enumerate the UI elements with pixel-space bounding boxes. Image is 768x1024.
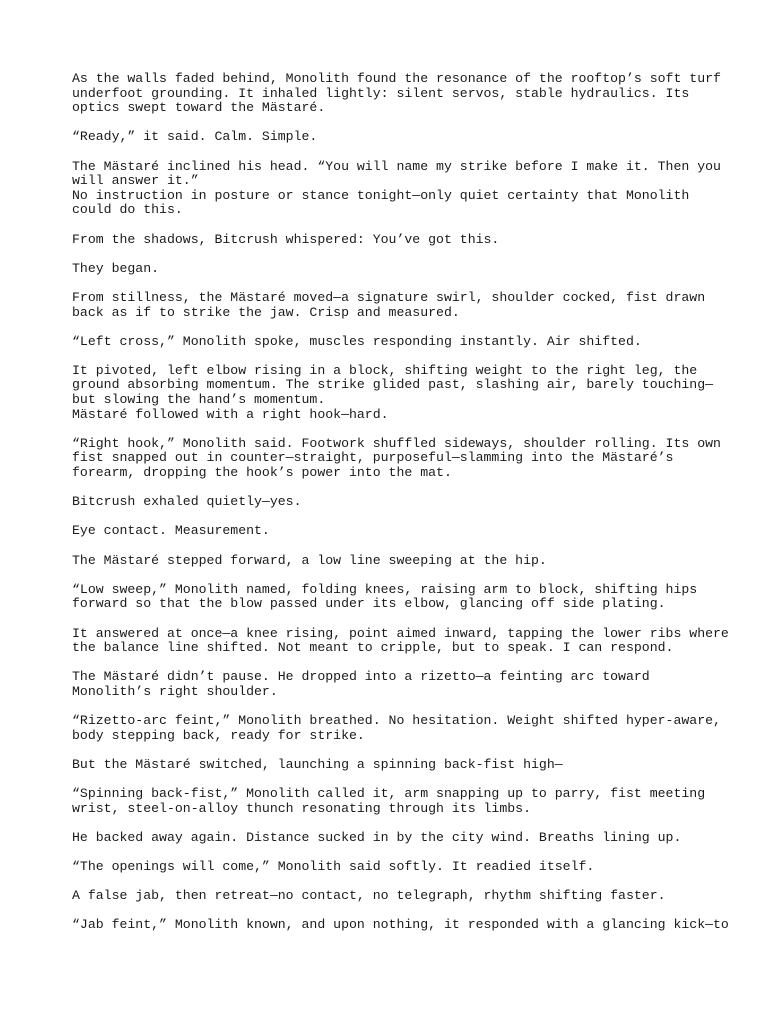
- paragraph: [72, 583, 702, 612]
- text-line: fist snapped out in counter—straight, purposeful—slamming into the Mästaré’s: [72, 450, 674, 466]
- text-line: but slowing the hand’s momentum.: [72, 392, 326, 408]
- text-line: underfoot grounding. It inhaled lightly: silent servos, stable hydraulics. Its: [72, 85, 690, 101]
- text-line: “Right hook,” Monolith said. Footwork shuffled sideways, shoulder rolling. Its own: [72, 435, 721, 451]
- paragraph: [72, 917, 729, 933]
- paragraph: [72, 625, 729, 656]
- text-line: body stepping back, ready for strike.: [72, 727, 365, 743]
- paragraph: [72, 889, 702, 904]
- text-line: They began.: [72, 260, 160, 276]
- paragraph: [72, 158, 721, 218]
- text-line: back as if to strike the jaw. Crisp and measured.: [72, 304, 460, 320]
- text-line: Mästaré followed with a right hook—hard.: [72, 406, 389, 422]
- text-line: Eye contact. Measurement.: [72, 523, 270, 539]
- paragraph: [72, 233, 702, 248]
- paragraph: [72, 435, 721, 481]
- document-page: [72, 71, 729, 948]
- text-line: As the walls faded behind, Monolith found the resonance of the rooftop’s soft turf: [72, 71, 721, 86]
- text-line: From stillness, the Mästaré moved—a signature swirl, shoulder cocked, fist drawn: [72, 289, 706, 305]
- text-line: optics swept toward the Mästaré.: [72, 100, 326, 116]
- paragraph: [72, 831, 702, 846]
- text-line: forearm, dropping the hook’s power into the mat.: [72, 465, 452, 481]
- paragraph: [72, 554, 702, 569]
- text-line: Monolith’s right shoulder.: [72, 683, 278, 699]
- text-line: “Rizetto-arc feint,” Monolith breathed. No hesitation. Weight shifted hyper-aware,: [72, 713, 721, 729]
- text-line: The Mästaré stepped forward, a low line sweeping at the hip.: [72, 552, 547, 568]
- paragraph: [72, 362, 714, 422]
- text-line: The Mästaré inclined his head. “You will name my strike before I make it. Then you: [72, 158, 721, 174]
- text-line: forward so that the blow passed under its elbow, glancing off side plating.: [72, 596, 666, 612]
- paragraph: [72, 289, 706, 320]
- paragraph: [72, 71, 721, 116]
- text-line: “Jab feint,” Monolith known, and upon nothing, it responded with a glancing kick—to: [72, 917, 729, 933]
- text-line: “Low sweep,” Monolith named, folding knees, raising arm to block, shifting hips: [72, 581, 698, 597]
- paragraph: [72, 495, 702, 510]
- text-line: wrist, steel-on-alloy thunch resonating through its limbs.: [72, 800, 531, 816]
- text-line: But the Mästaré switched, launching a spinning back-fist high—: [72, 756, 563, 772]
- text-line: No instruction in posture or stance tonight—only quiet certainty that Monolith: [72, 187, 690, 203]
- text-line: “The openings will come,” Monolith said softly. It readied itself.: [72, 859, 595, 875]
- paragraph: [72, 130, 702, 145]
- paragraph: [72, 524, 702, 539]
- paragraph: [72, 670, 702, 699]
- text-line: “Ready,” it said. Calm. Simple.: [72, 129, 318, 145]
- paragraph: [72, 758, 702, 773]
- text-line: could do this.: [72, 202, 183, 218]
- paragraph: [72, 860, 702, 875]
- text-line: A false jab, then retreat—no contact, no telegraph, rhythm shifting faster.: [72, 888, 666, 904]
- text-line: He backed away again. Distance sucked in by the city wind. Breaths lining up.: [72, 829, 682, 845]
- text-line: ground absorbing momentum. The strike glided past, slashing air, barely touching—: [72, 377, 714, 393]
- paragraph: [72, 335, 702, 350]
- paragraph: [72, 713, 721, 743]
- text-line: “Left cross,” Monolith spoke, muscles responding instantly. Air shifted.: [72, 333, 642, 349]
- text-line: Bitcrush exhaled quietly—yes.: [72, 494, 302, 510]
- text-line: From the shadows, Bitcrush whispered: You’ve got this.: [72, 231, 500, 247]
- text-line: “Spinning back-fist,” Monolith called it, arm snapping up to parry, fist meeting: [72, 786, 706, 802]
- text-line: The Mästaré didn’t pause. He dropped into a rizetto—a feinting arc toward: [72, 669, 650, 685]
- text-line: It answered at once—a knee rising, point aimed inward, tapping the lower ribs where: [72, 625, 729, 641]
- paragraph: [72, 786, 706, 816]
- text-line: will answer it.”: [72, 173, 199, 189]
- text-line: the balance line shifted. Not meant to cripple, but to speak. I can respond.: [72, 640, 674, 656]
- text-line: It pivoted, left elbow rising in a block, shifting weight to the right leg, the: [72, 362, 698, 378]
- paragraph: [72, 262, 702, 277]
